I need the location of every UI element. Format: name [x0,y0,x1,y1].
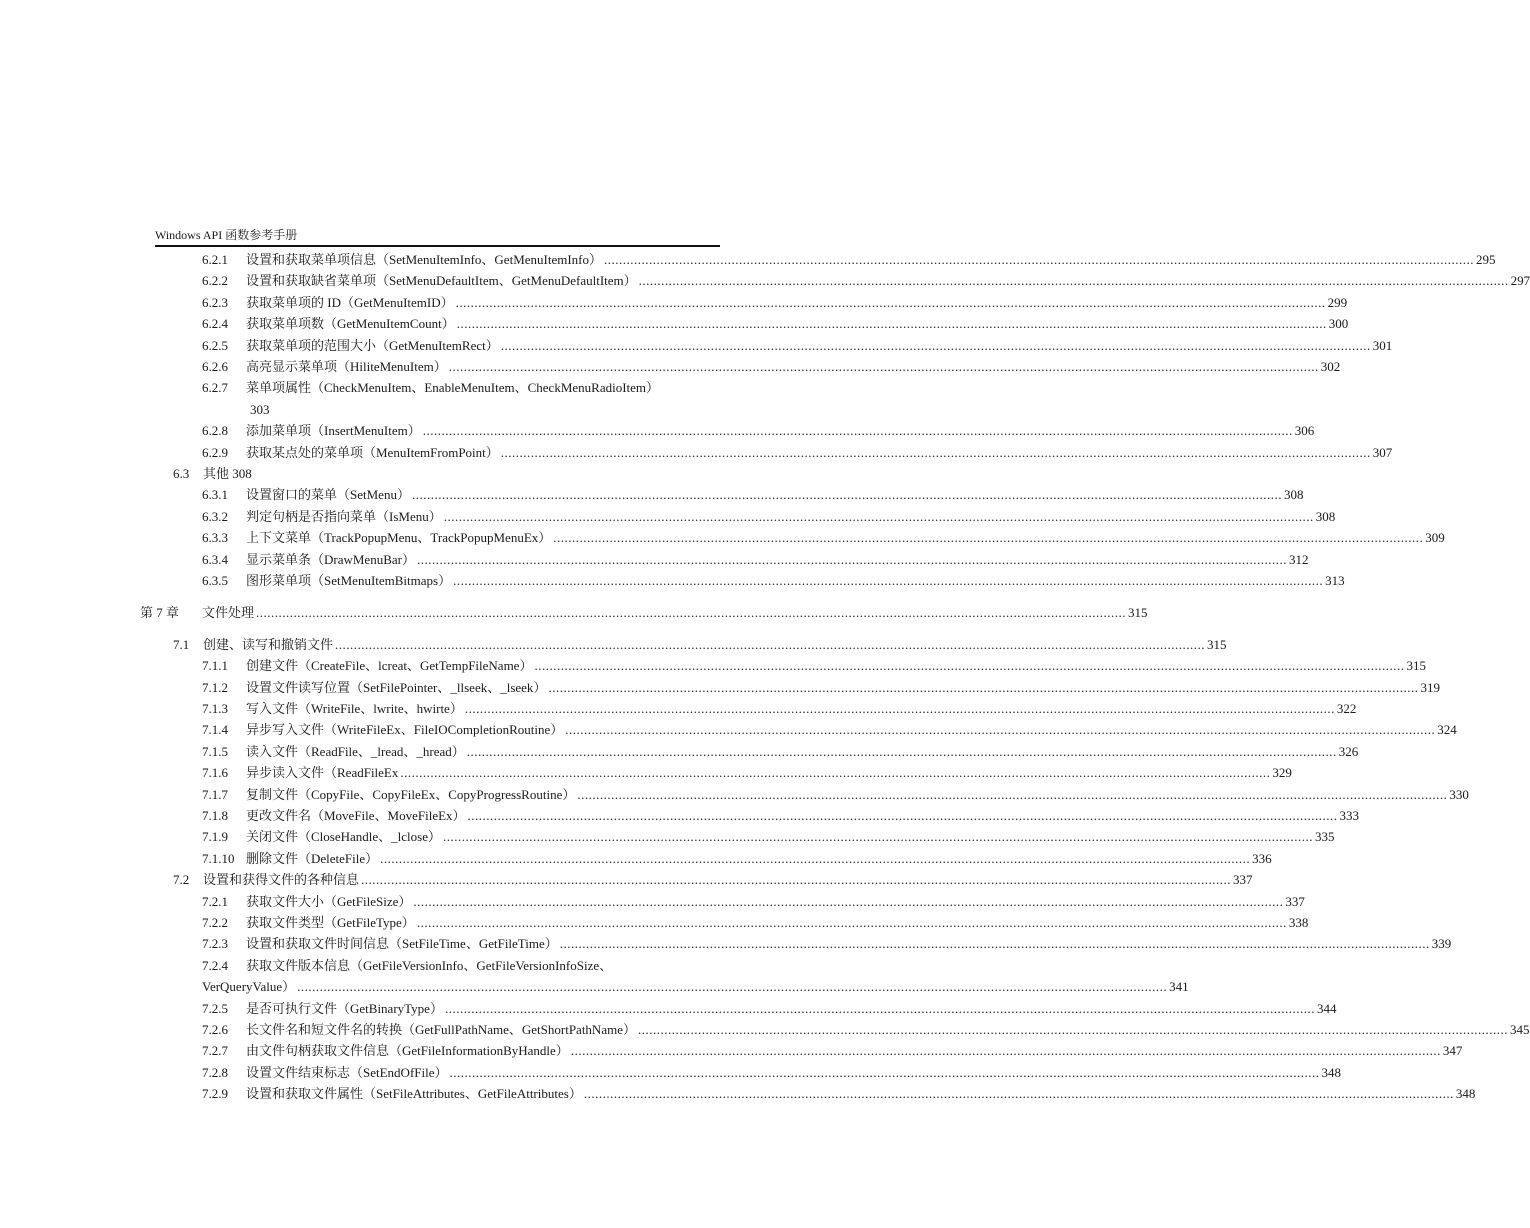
toc-page-number: 312 [1288,551,1309,567]
toc-entry-number: 7.2.4 [202,957,228,973]
toc-leader-dots [584,1083,1454,1104]
toc-entry-title: 高亮显示菜单项（HiliteMenuItem） [246,359,447,374]
toc-page-number: 300 [1328,316,1349,332]
toc-leader-dots [361,869,1231,890]
toc-entry[interactable] [140,506,1336,527]
toc-leader-dots [577,784,1447,805]
toc-page-number: 309 [1425,530,1445,546]
toc-entry-number: 7.1.4 [202,722,228,738]
toc-entry[interactable] [140,955,720,976]
toc-entry[interactable] [140,698,1357,719]
toc-entry-title: 复制文件（CopyFile、CopyFileEx、CopyProgressRoutine） [246,786,576,802]
toc-entry-title: 获取文件大小（GetFileSize） [246,893,412,909]
toc-entry-title: 读入文件（ReadFile、_lread、_hread） [246,743,465,759]
toc-leader-dots [604,249,1474,270]
toc-page-number: 347 [1442,1043,1463,1059]
toc-leader-dots [468,805,1338,826]
toc-entry-number: 6.3.2 [202,508,228,524]
toc-page-number: 344 [1316,1000,1337,1016]
toc-entry[interactable] [140,1083,1476,1104]
toc-page-number: 338 [1288,915,1309,930]
toc-leader-dots [449,356,1319,377]
toc-entry-title: 上下文菜单（TrackPopupMenu、TrackPopupMenuEx） [246,530,552,546]
toc-entry-title: 图形菜单项（SetMenuItemBitmaps） [246,573,452,588]
toc-entry-title: 设置窗口的菜单（SetMenu） [246,487,410,503]
toc-page-number: 315 [1406,658,1426,674]
toc-leader-dots [571,1040,1441,1061]
toc-entry[interactable] [140,762,1292,783]
toc-page-number: 302 [1320,359,1341,374]
toc-entry-title: 异步读入文件（ReadFileEx [246,765,399,781]
toc-entry[interactable] [140,1019,1530,1040]
toc-entry-title: 获取文件类型（GetFileType） [246,915,415,930]
toc-page-number: 330 [1449,786,1469,802]
toc-entry[interactable] [140,1062,1341,1083]
toc-entry-title: 长文件名和短文件名的转换（GetFullPathName、GetShortPathName） [246,1022,636,1037]
toc-leader-dots [467,741,1337,762]
toc-entry-title: 设置和获取菜单项信息（SetMenuItemInfo、GetMenuItemInfo） [246,252,603,267]
toc-entry-number: 6.3 [173,466,190,481]
running-header [155,227,720,247]
toc-leader-dots [423,420,1293,441]
toc-entry-number: 6.2.5 [202,337,228,353]
toc-entry-number: 6.2.4 [202,316,228,332]
toc-entry-number: 7.1.1 [202,658,228,674]
toc-entry-number: 7.2.5 [202,1000,228,1016]
toc-entry-title: 是否可执行文件（GetBinaryType） [246,1000,443,1016]
toc-entry-number: 6.2.2 [202,273,228,289]
toc-entry[interactable] [140,602,1148,623]
toc-entry-title: 更改文件名（MoveFile、MoveFileEx） [246,808,466,823]
toc-entry-number: 7.1.10 [202,850,235,866]
toc-leader-dots [453,570,1323,591]
toc-leader-dots [413,891,1283,912]
toc-entry[interactable] [140,933,1452,954]
toc-entry[interactable] [140,463,720,484]
toc-leader-dots [501,442,1371,463]
toc-entry[interactable] [140,527,1445,548]
toc-page-number: 324 [1437,722,1457,738]
toc-entry-number: 第 7 章 [140,604,180,620]
toc-page-number: 295 [1476,252,1496,267]
toc-page-number: 345 [1509,1022,1530,1037]
toc-entry[interactable] [140,377,720,398]
toc-entry-number: 7.1.9 [202,829,228,845]
toc-entry[interactable] [140,249,1496,270]
toc-entry[interactable] [140,335,1393,356]
toc-entry-number: 7.1.6 [202,765,228,781]
toc-entry-title: 获取菜单项的 ID（GetMenuItemID） [246,294,454,310]
toc-entry-title: 获取菜单项数（GetMenuItemCount） [246,316,455,332]
toc-entry-title: 设置和获取文件属性（SetFileAttributes、GetFileAttributes） [246,1086,582,1102]
toc-page-number: 308 [1283,487,1304,503]
toc-entry-title: 删除文件（DeleteFile） [246,850,379,866]
toc-page-number: 333 [1339,808,1360,823]
toc-entry-title: 设置文件结束标志（SetEndOfFile） [246,1064,448,1080]
toc-entry-number: 6.2.6 [202,359,228,374]
toc-page-number: 335 [1314,829,1335,845]
toc-leader-dots [450,1062,1320,1083]
toc-entry-title: 设置和获取文件时间信息（SetFileTime、GetFileTime） [246,936,558,952]
toc-page-number: 322 [1336,701,1357,716]
running-header-title: Windows API 函数参考手册 [155,228,298,242]
toc-entry-title: 关闭文件（CloseHandle、_lclose） [246,829,441,845]
toc-leader-dots [380,848,1250,869]
toc-entry[interactable] [140,356,1341,377]
toc-page-number: 341 [1169,979,1189,995]
toc-leader-dots [417,912,1287,933]
toc-entry-title: 设置和获取缺省菜单项（SetMenuDefaultItem、GetMenuDefaultItem） [246,273,637,289]
toc-entry[interactable] [140,270,1530,291]
toc-entry-number: 7.2.3 [202,936,228,952]
toc-entry-number: 7.1.3 [202,701,228,716]
toc-leader-dots [548,677,1418,698]
toc-entry-title: 创建文件（CreateFile、lcreat、GetTempFileName） [246,658,533,674]
toc-entry-title: 设置和获得文件的各种信息 [203,872,360,888]
toc-entry[interactable] [140,912,1309,933]
toc-page-number: 299 [1327,294,1348,310]
toc-leader-dots [553,527,1423,548]
toc-entry-number: 7.2.6 [202,1022,228,1037]
toc-entry-number: 7.2.2 [202,915,228,930]
toc-entry-number: 7.1.7 [202,786,228,802]
toc-page-number: 315 [1128,604,1148,620]
toc-page-number: 337 [1233,872,1253,888]
toc-entry[interactable] [140,292,1348,313]
toc-entry-title: 文件处理 [202,604,255,620]
toc-entry-title: 获取菜单项的范围大小（GetMenuItemRect） [246,337,499,353]
toc-entry-number: 6.2.3 [202,294,228,310]
toc-page-number: 339 [1431,936,1452,952]
toc-entry-title: 菜单项属性（CheckMenuItem、EnableMenuItem、CheckMenuRadioItem） [246,380,660,396]
toc-leader-dots [400,762,1270,783]
toc-entry[interactable] [140,848,1272,869]
toc-entry[interactable] [140,313,1349,334]
toc-leader-dots [444,506,1314,527]
toc-entry-title: 设置文件读写位置（SetFilePointer、_llseek、_lseek） [246,679,547,695]
toc-entry-title: 其他 308 [203,466,252,481]
toc-page-number: 329 [1272,765,1292,781]
toc-leader-dots [445,998,1315,1019]
toc-page-number: 337 [1285,893,1305,909]
toc-leader-dots [534,655,1404,676]
toc-leader-dots [297,976,1167,997]
toc-leader-dots [417,549,1287,570]
toc-entry-number: 6.3.1 [202,487,228,503]
toc-entry-number: 7.2.7 [202,1043,228,1059]
toc-entry[interactable] [140,420,1315,441]
toc-entry-title-continued: VerQueryValue） [202,979,296,995]
toc-entry-number: 7.1.2 [202,679,228,695]
toc-entry-number: 6.2.1 [202,252,228,267]
toc-entry[interactable] [140,826,1335,847]
toc-leader-dots [335,634,1205,655]
toc-page-number: 308 [1315,508,1336,524]
toc-page-number: 306 [1294,423,1315,439]
toc-entry-number: 7.2.8 [202,1064,228,1080]
toc-entry-number: 6.2.8 [202,423,228,439]
toc-leader-dots [256,602,1126,623]
toc-leader-dots [638,1019,1508,1040]
toc-entry-title: 异步写入文件（WriteFileEx、FileIOCompletionRoutine） [246,722,564,738]
toc-entry-number: 6.3.3 [202,530,228,546]
toc-entry[interactable] [140,570,1345,591]
toc-entry[interactable] [140,442,1393,463]
toc-leader-dots [639,270,1509,291]
toc-entry-number: 6.3.4 [202,551,228,567]
toc-entry-continuation [140,976,1189,997]
toc-entry-title: 创建、读写和撤销文件 [203,636,334,652]
toc-entry-title: 获取某点处的菜单项（MenuItemFromPoint） [246,444,499,460]
toc-entry[interactable] [140,784,1469,805]
toc-page-number: 313 [1325,573,1345,588]
toc-entry-title: 判定句柄是否指向菜单（IsMenu） [246,508,442,524]
toc-entry-title: 写入文件（WriteFile、lwrite、hwirte） [246,701,463,716]
toc-entry[interactable] [140,1040,1463,1061]
toc-page-number: 348 [1321,1064,1341,1080]
toc-entry[interactable] [140,998,1337,1019]
toc-entry-number: 7.1.5 [202,743,228,759]
toc-entry[interactable] [140,741,1359,762]
toc-leader-dots [560,933,1430,954]
toc-entry[interactable] [140,869,1253,890]
toc-entry-number: 6.2.9 [202,444,228,460]
toc-page-number: 319 [1420,679,1440,695]
toc-entry[interactable] [140,805,1360,826]
toc-leader-dots [457,313,1327,334]
toc-page-number: 301 [1372,337,1393,353]
toc-entry[interactable] [140,549,1309,570]
toc-page-number: 315 [1207,636,1227,652]
toc-page-number: 297 [1510,273,1530,289]
toc-entry-number: 7.2 [173,872,190,888]
toc-entry[interactable] [140,634,1227,655]
toc-entry-title: 添加菜单项（InsertMenuItem） [246,423,421,439]
toc-entry-number: 7.1 [173,636,190,652]
toc-leader-dots [565,719,1435,740]
toc-entry-number: 6.2.7 [202,380,228,396]
toc-entry[interactable] [140,655,1426,676]
toc-leader-dots [456,292,1326,313]
toc-leader-dots [501,335,1371,356]
toc-entry-number: 6.3.5 [202,573,228,588]
toc-page-number: 307 [1372,444,1393,460]
toc-entry[interactable] [140,719,1457,740]
toc-page-number: 348 [1455,1086,1476,1102]
toc-entry[interactable] [140,677,1440,698]
toc-page-number: 336 [1252,850,1272,866]
toc-leader-dots [465,698,1335,719]
toc-leader-dots [412,484,1282,505]
toc-leader-dots [443,826,1313,847]
toc-entry[interactable] [140,891,1305,912]
toc-entry-title: 由文件句柄获取文件信息（GetFileInformationByHandle） [246,1043,569,1059]
toc-page-number: 303 [250,401,270,417]
toc-entry[interactable] [140,484,1304,505]
toc-entry-title: 获取文件版本信息（GetFileVersionInfo、GetFileVersionInfoSize、 [246,957,613,973]
toc-entry-number: 7.1.8 [202,808,228,823]
table-of-contents [140,249,1530,1102]
toc-entry-title: 显示菜单条（DrawMenuBar） [246,551,415,567]
toc-page-number: 326 [1338,743,1359,759]
toc-entry-continuation [140,399,720,420]
toc-entry-number: 7.2.9 [202,1086,228,1102]
toc-entry-number: 7.2.1 [202,893,228,909]
